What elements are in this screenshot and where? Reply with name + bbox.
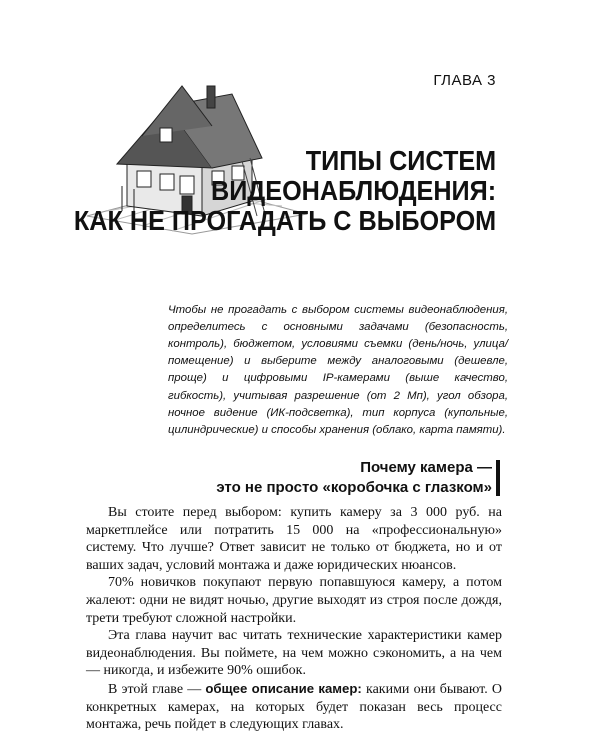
section-heading-line-2: это не просто «коробочка с глазком» bbox=[216, 479, 492, 497]
title-line-1: ТИПЫ СИСТЕМ bbox=[305, 145, 496, 176]
section-heading-bar bbox=[496, 460, 500, 496]
paragraph-4-end: какими они бывают. О конкретных камерах, на которых будет показан весь процесс монтажа, речь пойдет в следующих главах. bbox=[86, 681, 502, 733]
title-line-3: КАК НЕ ПРОГАДАТЬ С ВЫБОРОМ bbox=[73, 205, 496, 237]
paragraph-4-bold: общее описание камер: bbox=[205, 680, 362, 696]
title-line-2: ВИДЕОНАБЛЮДЕНИЯ: bbox=[210, 175, 496, 207]
paragraph-2: 70% новичков покупают первую попавшуюся камеру, а потом жалеют: одни не видят ночью, другие выходят из строя после дождя, трети требуют сложной настройки. bbox=[86, 575, 502, 626]
chapter-abstract: Чтобы не прогадать с выбором системы видеонаблюдения, определитесь с основными задачами (безопасность, контроль), бюджетом, условиями съемки (день/ночь, улица/помещение) и выберите между аналоговыми (дешевле, проще) и цифровыми IP-камерами (выше качество, гибкость), учитывая разрешение (от 2 Мп), угол обзора, ночное видение (ИК-подсветка), тип корпуса (купольные, цилиндрические) и способы хранения (облако, карта памяти). bbox=[168, 304, 508, 436]
chapter-title bbox=[27, 146, 496, 237]
section-heading-line-1: Почему камера — bbox=[360, 459, 492, 476]
paragraph-4 bbox=[86, 680, 502, 734]
chapter-label: ГЛАВА 3 bbox=[433, 72, 496, 89]
paragraph-4-start: В этой главе — bbox=[108, 681, 206, 697]
section-heading bbox=[216, 458, 492, 499]
body-text bbox=[86, 504, 502, 734]
paragraph-3: Эта глава научит вас читать технические характеристики камер видеонаблюдения. Вы поймете, на чем можно сэкономить, а на чем — никогда, и избежите 90% ошибок. bbox=[86, 628, 502, 679]
paragraph-1: Вы стоите перед выбором: купить камеру за 3 000 руб. на маркетплейсе или потратить 15 000 на «профессиональную» систему. Что лучше? Ответ зависит не только от бюджета, но и от ваших задач, условий монтажа и даже юридических нюансов. bbox=[86, 505, 502, 573]
